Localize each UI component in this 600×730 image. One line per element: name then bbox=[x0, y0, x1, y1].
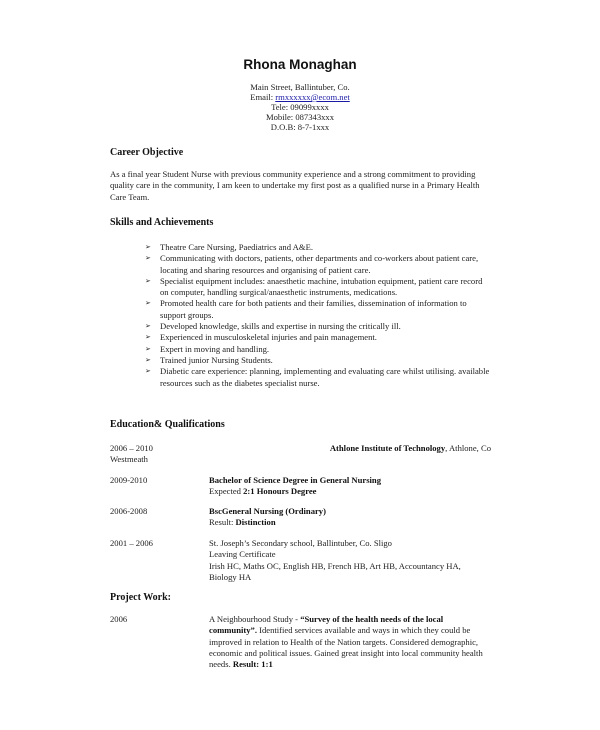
contact-block bbox=[0, 82, 600, 132]
skill-item bbox=[145, 344, 490, 355]
resume-name: Rhona Monaghan bbox=[243, 57, 357, 72]
project-intro: A Neighbourhood Study - bbox=[209, 614, 301, 624]
arrowhead-bullet-icon: ➢ bbox=[145, 355, 151, 364]
years: 2006 bbox=[110, 614, 128, 624]
expected-grade: 2:1 Honours Degree bbox=[243, 486, 317, 497]
result-label: Result: bbox=[209, 517, 236, 528]
result: Distinction bbox=[235, 517, 276, 528]
location-cont: Westmeath bbox=[110, 454, 148, 465]
skill-text: Theatre Care Nursing, Paediatrics and A&E. bbox=[160, 242, 313, 252]
email-line bbox=[0, 92, 600, 102]
skill-text: Promoted health care for both patients and their families, dissemination of information to support groups. bbox=[160, 298, 467, 320]
arrowhead-bullet-icon: ➢ bbox=[145, 344, 151, 353]
skill-text: Diabetic care experience: planning, implementing and evaluating care whilst utilising. available resources such as the diabetes specialist nurse. bbox=[160, 366, 490, 388]
arrowhead-bullet-icon: ➢ bbox=[145, 299, 151, 308]
degree-title: BscGeneral Nursing (Ordinary) bbox=[209, 506, 326, 516]
skill-item bbox=[145, 366, 490, 389]
degree-title: Bachelor of Science Degree in General Nursing bbox=[209, 475, 382, 485]
arrowhead-bullet-icon: ➢ bbox=[145, 243, 151, 251]
mobile: Mobile: 087343xxx bbox=[265, 112, 335, 122]
location: , Athlone, Co bbox=[445, 443, 491, 453]
arrowhead-bullet-icon: ➢ bbox=[145, 333, 151, 342]
skill-item bbox=[145, 253, 490, 276]
project-body: Identified services available and ways in which they could be improved in relation to Health of the Nation targets. Considered demographic, economic and political issues. Gained great insight into local community health needs. bbox=[209, 625, 483, 670]
skills-heading: Skills and Achievements bbox=[110, 217, 214, 228]
project-title: “Survey of the health needs of the local community”. bbox=[209, 614, 444, 636]
skill-text: Developed knowledge, skills and expertise in nursing the critically ill. bbox=[160, 321, 401, 332]
expected-label: Expected bbox=[209, 486, 244, 497]
arrowhead-bullet-icon: ➢ bbox=[145, 322, 151, 331]
skill-item bbox=[145, 298, 490, 321]
career-objective-text: As a final year Student Nurse with previous community experience and a strong commitment to providing quality care in the community, I am keen to undertake my first post as a qualified nurse in a Primary Health Care Team. bbox=[110, 169, 480, 202]
arrowhead-bullet-icon: ➢ bbox=[145, 276, 151, 285]
arrowhead-bullet-icon: ➢ bbox=[145, 367, 151, 376]
date-of-birth: D.O.B: 8-7-1xxx bbox=[270, 122, 330, 132]
years: 2006-2008 bbox=[110, 506, 148, 516]
skills-list bbox=[145, 242, 490, 389]
telephone: Tele: 09099xxxx bbox=[271, 102, 329, 112]
skill-item bbox=[145, 355, 490, 366]
skill-text: Trained junior Nursing Students. bbox=[160, 354, 273, 365]
skill-text: Experienced in musculoskeletal injuries and pain management. bbox=[160, 332, 377, 343]
education-athlone bbox=[110, 443, 495, 466]
skill-text: Specialist equipment includes: anaesthetic machine, intubation equipment, patient care record on computer, handling surgical/anaesthetic instruments, medications. bbox=[160, 275, 483, 298]
school-name: St. Joseph’s Secondary school, Ballintuber, Co. Sligo bbox=[209, 538, 392, 548]
years: 2006 – 2010 bbox=[110, 443, 153, 453]
institution: Athlone Institute of Technology bbox=[329, 443, 446, 453]
project-heading: Project Work: bbox=[110, 592, 172, 603]
skill-item bbox=[145, 321, 490, 332]
grades: Irish HC, Maths OC, English HB, French HB, Art HB, Accountancy HA, Biology HA bbox=[209, 560, 461, 582]
email-label: Email: bbox=[250, 92, 276, 102]
project-result: Result: 1:1 bbox=[232, 659, 273, 670]
email-link[interactable]: rmxxxxxx@ecom.net bbox=[275, 92, 350, 102]
arrowhead-bullet-icon: ➢ bbox=[145, 254, 151, 263]
skill-item bbox=[145, 276, 490, 299]
address: Main Street, Ballintuber, Co. bbox=[250, 82, 350, 92]
skill-text: Communicating with doctors, patients, other departments and co-workers about patient care, locating and sharing resources and organising of patient care. bbox=[160, 253, 479, 275]
years: 2009-2010 bbox=[110, 475, 148, 485]
certificate: Leaving Certificate bbox=[209, 549, 276, 560]
career-objective-heading: Career Objective bbox=[110, 147, 184, 158]
skill-item bbox=[145, 332, 490, 343]
skill-item bbox=[145, 242, 490, 253]
years: 2001 – 2006 bbox=[110, 538, 153, 548]
skill-text: Expert in moving and handling. bbox=[160, 343, 270, 354]
education-heading: Education& Qualifications bbox=[110, 419, 225, 430]
